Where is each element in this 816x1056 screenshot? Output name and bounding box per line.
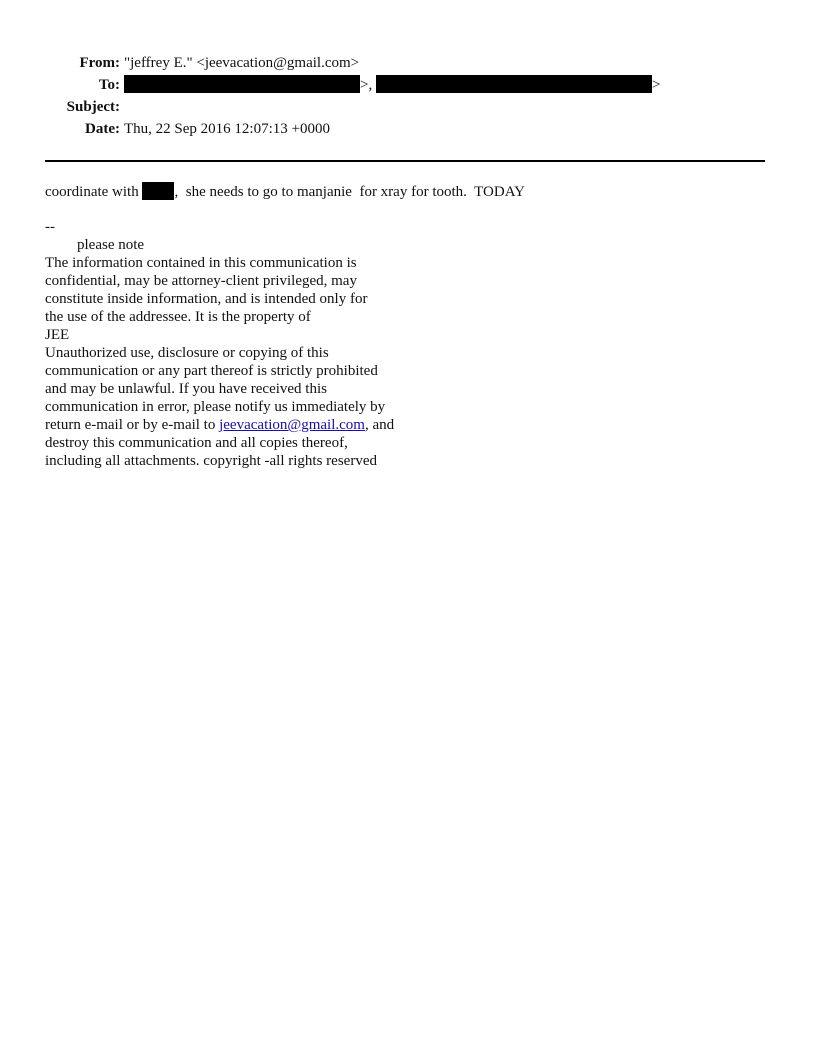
redaction-block <box>376 75 652 93</box>
disclaimer-line: constitute inside information, and is intended only for <box>45 291 368 307</box>
disclaimer-text: , and <box>364 417 395 433</box>
message-body <box>45 182 525 202</box>
header-divider <box>45 160 765 162</box>
disclaimer-line: JEE <box>45 327 70 343</box>
redaction-block <box>124 75 360 93</box>
subject-label: Subject: <box>66 99 120 115</box>
signature-block <box>45 218 465 470</box>
disclaimer-line: Unauthorized use, disclosure or copying of this <box>45 345 329 361</box>
redaction-block <box>142 182 174 200</box>
disclaimer-line <box>45 416 465 434</box>
disclaimer-line: communication or any part thereof is strictly prohibited <box>45 363 378 379</box>
date-label: Date: <box>85 121 120 137</box>
disclaimer-line: destroy this communication and all copies thereof, <box>45 435 348 451</box>
disclaimer-line: and may be unlawful. If you have received this <box>45 381 327 397</box>
to-separator: > <box>651 77 661 93</box>
to-label: To: <box>98 77 120 93</box>
from-label: From: <box>79 55 120 71</box>
disclaimer-line: the use of the addressee. It is the property of <box>45 309 311 325</box>
disclaimer-line: The information contained in this communication is <box>45 255 357 271</box>
disclaimer-text: return e-mail or by e-mail to <box>45 417 220 433</box>
from-value: "jeffrey E." <jeevacation@gmail.com> <box>124 55 360 71</box>
disclaimer-line: communication in error, please notify us immediately by <box>45 399 386 415</box>
body-text-before: coordinate with <box>45 184 143 200</box>
signature-dashes: -- <box>45 219 55 235</box>
disclaimer-line: including all attachments. copyright -all rights reserved <box>45 453 377 469</box>
disclaimer-line: confidential, may be attorney-client privileged, may <box>45 273 357 289</box>
to-separator: >, <box>360 77 373 93</box>
date-value: Thu, 22 Sep 2016 12:07:13 +0000 <box>124 121 330 137</box>
email-link[interactable]: jeevacation@gmail.com <box>219 417 365 433</box>
signature-please-note: please note <box>77 237 145 253</box>
body-text-after: , she needs to go to manjanie for xray for tooth. TODAY <box>174 184 525 200</box>
to-value <box>124 75 660 95</box>
